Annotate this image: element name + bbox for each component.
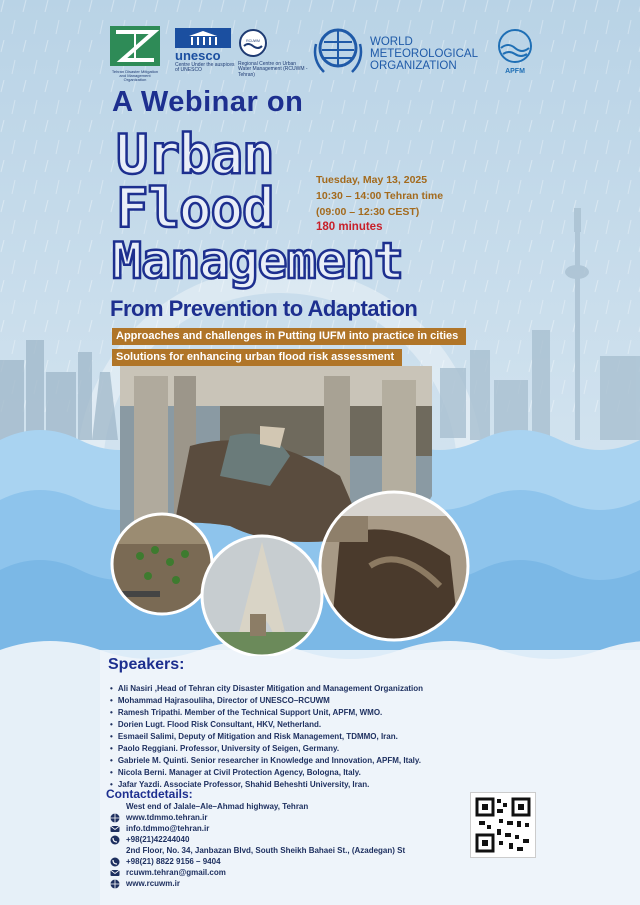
- contact-address-tdmmo: West end of Jalale–Ale–Ahmad highway, Tehran: [126, 802, 309, 811]
- contact-email-tdmmo[interactable]: info.tdmmo@tehran.ir: [126, 824, 210, 833]
- speaker-item: • Mohammad Hajrasouliha, Director of UNESCO–RCUWM: [110, 696, 330, 705]
- globe-icon: [110, 879, 120, 889]
- email-icon: [110, 824, 120, 834]
- phone-icon: [110, 835, 120, 845]
- apfm-emblem-icon: [495, 28, 535, 64]
- event-time-cest: (09:00 – 12:30 CEST): [316, 206, 420, 218]
- event-date: Tuesday, May 13, 2025: [316, 174, 428, 186]
- wmo-wordmark: [370, 36, 478, 72]
- apfm-logo: [494, 28, 536, 75]
- speaker-item: • Paolo Reggiani. Professor, University of Seigen, Germany.: [110, 744, 339, 753]
- title-word-urban: Urban: [116, 123, 274, 186]
- wmo-word-line: ORGANIZATION: [370, 60, 457, 73]
- speaker-item: • Gabriele M. Quinti. Senior researcher in Knowledge and Innovation, APFM, Italy.: [110, 756, 421, 765]
- contact-address-rcuwm: 2nd Floor, No. 34, Janbazan Blvd, South Sheikh Bahaei St., (Azadegan) St: [126, 846, 406, 855]
- wmo-word-line: WORLD: [370, 36, 413, 48]
- tdmmo-caption: Tehran Disaster Mitigation and Management Organization: [111, 69, 159, 83]
- speakers-heading: Speakers:: [108, 656, 185, 673]
- contact-phone-rcuwm[interactable]: +98(21) 8822 9156 – 9404: [126, 857, 221, 866]
- speaker-item: • Ali Nasiri ,Head of Tehran city Disaster Mitigation and Management Organization: [110, 684, 423, 693]
- title-word-management: Management: [112, 232, 404, 290]
- unesco-temple-icon: [175, 28, 231, 48]
- unesco-caption: Centre Under the auspices of UNESCO: [175, 62, 235, 74]
- event-duration: 180 minutes: [316, 221, 383, 233]
- speaker-item: • Esmaeil Salimi, Deputy of Mitigation and Risk Management, TDMMO, Iran.: [110, 732, 398, 741]
- event-time-tehran: 10:30 – 14:00 Tehran time: [316, 190, 444, 202]
- unesco-wordmark: unesco: [175, 48, 221, 63]
- globe-icon: [110, 813, 120, 823]
- unesco-logo: [175, 28, 233, 74]
- email-icon: [110, 868, 120, 878]
- rcuwm-mark: RCUWM: [246, 39, 260, 43]
- qr-code-icon: [471, 793, 535, 857]
- topic-band-1: Approaches and challenges in Putting IUFM into practice in cities: [112, 328, 466, 345]
- topic-band-2: Solutions for enhancing urban flood risk assessment: [112, 349, 402, 366]
- tdmmo-emblem: [110, 26, 160, 66]
- phone-icon: [110, 857, 120, 867]
- contact-web-rcuwm[interactable]: www.rcuwm.ir: [126, 879, 180, 888]
- webinar-lead: A Webinar on: [112, 86, 304, 118]
- contact-email-rcuwm[interactable]: rcuwm.tehran@gmail.com: [126, 868, 226, 877]
- subtitle: From Prevention to Adaptation: [110, 296, 418, 321]
- speaker-item: • Jafar Yazdi. Associate Professor, Shahid Beheshti University, Iran.: [110, 780, 369, 789]
- speaker-item: • Dorien Lugt. Flood Risk Consultant, HKV, Netherland.: [110, 720, 321, 729]
- title-word-flood: Flood: [116, 177, 274, 240]
- wmo-emblem-icon: [310, 20, 366, 80]
- qr-code[interactable]: [470, 792, 536, 858]
- photo-collage: [110, 366, 470, 656]
- wmo-word-line: METEOROLOGICAL: [370, 48, 478, 61]
- tdmmo-logo: [110, 26, 160, 82]
- speaker-item: • Ramesh Tripathi. Member of the Technical Support Unit, APFM, WMO.: [110, 708, 382, 717]
- wmo-logo: [310, 20, 366, 84]
- apfm-wordmark: APFM: [505, 68, 525, 75]
- rcuwm-logo: [238, 28, 310, 78]
- contact-web-tdmmo[interactable]: www.tdmmo.tehran.ir: [126, 813, 208, 822]
- contact-heading: Contactdetails:: [106, 787, 193, 801]
- contact-phone-tdmmo[interactable]: +98(21)42244040: [126, 835, 190, 844]
- speaker-item: • Nicola Berni. Manager at Civil Protection Agency, Bologna, Italy.: [110, 768, 361, 777]
- rcuwm-caption: Regional Centre on Urban Water Management (RCUWM - Tehran): [238, 61, 308, 78]
